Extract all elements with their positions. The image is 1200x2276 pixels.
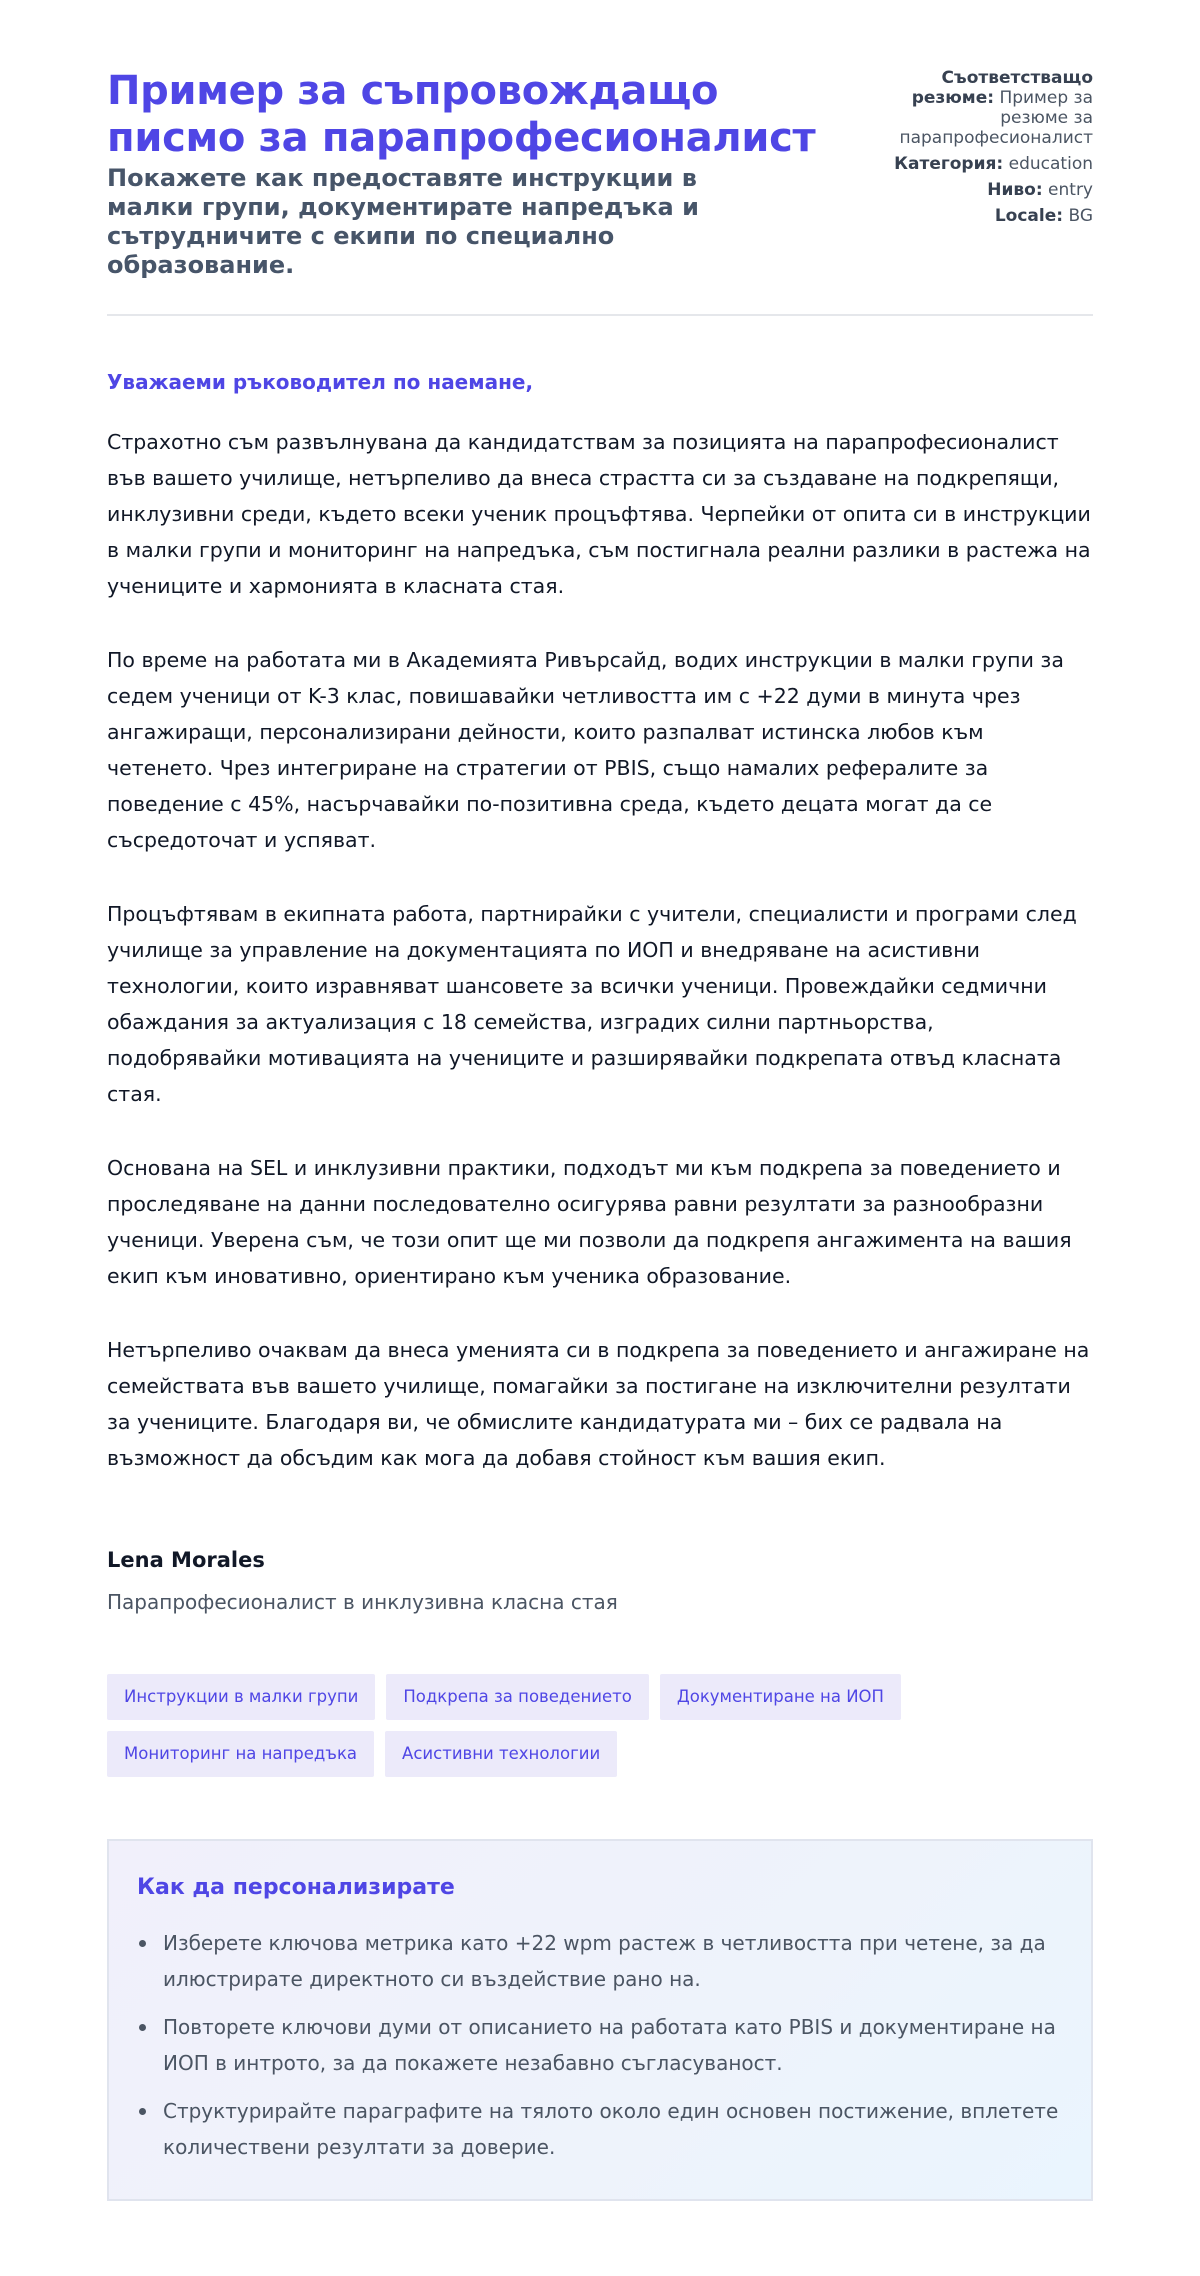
meta-level <box>863 180 1093 200</box>
tip-item <box>137 2093 1063 2165</box>
bullet-icon <box>139 2024 146 2031</box>
page-title: Пример за съпровождащо писмо за парапрофесионалист <box>107 68 816 161</box>
skill-tag: Подкрепа за поведението <box>386 1674 648 1720</box>
signature <box>107 1546 1093 1616</box>
letter-paragraph: По време на работата ми в Академията Ривърсайд, водих инструкции в малки групи за седем ученици от K-3 клас, повишавайки четливостта им с +22 думи в минута чрез ангажиращи, персонализирани дейности, които разпалват истинска любов към четенето. Чрез интегриране на стратегии от PBIS, също намалих рефералите за поведение с 45%, насърчавайки по-позитивна среда, където децата могат да се съсредоточат и успяват. <box>107 648 1064 852</box>
meta-value: Пример за резюме за парапрофесионалист <box>899 88 1093 148</box>
tip-text: Структурирайте параграфите на тялото около един основен постижение, вплетете количествени резултати за доверие. <box>163 2099 1059 2159</box>
meta-locale <box>863 206 1093 226</box>
meta-value: entry <box>1048 180 1093 200</box>
signature-name: Lena Morales <box>107 1548 265 1572</box>
header-titles <box>107 68 827 280</box>
meta-label: Locale: <box>994 206 1064 226</box>
letter-greeting: Уважаеми ръководител по наемане, <box>107 370 534 394</box>
meta-label: Съответстващо резюме: <box>911 68 1093 108</box>
tip-text: Изберете ключова метрика като +22 wpm растеж в четливостта при четене, за да илюстрирате директното си въздействие рано на. <box>163 1931 1046 1991</box>
tips-title: Как да персонализирате <box>137 1875 455 1900</box>
tip-text: Повторете ключови думи от описанието на работата като PBIS и документиране на ИОП в интрото, за да покажете незабавно съгласуваност. <box>163 2015 1056 2075</box>
meta-panel <box>863 68 1093 232</box>
meta-category <box>863 154 1093 174</box>
tip-item <box>137 2009 1063 2081</box>
skill-tag: Инструкции в малки групи <box>107 1674 375 1720</box>
bullet-icon <box>139 2108 146 2115</box>
skill-tag: Мониторинг на напредъка <box>107 1731 374 1777</box>
bullet-icon <box>139 1940 146 1947</box>
meta-label: Категория: <box>894 154 1004 174</box>
meta-label: Ниво: <box>987 180 1043 200</box>
letter-paragraph: Процъфтявам в екипната работа, партнирайки с учители, специалисти и програми след училище за управление на документацията по ИОП и внедряване на асистивни технологии, които изравняват шансовете за всички ученици. Провеждайки седмични обаждания за актуализация с 18 семейства, изградих силни партньорства, подобрявайки мотивацията на учениците и разширявайки подкрепата отвъд класната стая. <box>107 902 1077 1106</box>
skill-tag: Асистивни технологии <box>385 1731 617 1777</box>
skill-tag: Документиране на ИОП <box>660 1674 901 1720</box>
meta-matching-resume <box>863 68 1093 148</box>
signature-role: Парапрофесионалист в инклузивна класна стая <box>107 1590 618 1614</box>
letter-paragraph: Страхотно съм развълнувана да кандидатствам за позицията на парапрофесионалист във вашето училище, нетърпеливо да внеса страстта си за създаване на подкрепящи, инклузивни среди, където всеки ученик процъфтява. Черпейки от опита си в инструкции в малки групи и мониторинг на напредъка, съм постигнала реални разлики в растежа на учениците и хармонията в класната стая. <box>107 430 1091 598</box>
letter-paragraph: Основана на SEL и инклузивни практики, подходът ми към подкрепа за поведението и проследяване на данни последователно осигурява равни резултати за разнообразни ученици. Уверена съм, че този опит ще ми позволи да подкрепя ангажимента на вашия екип към иновативно, ориентирано към ученика образование. <box>107 1156 1072 1288</box>
letter-body <box>107 424 1093 1476</box>
letter-paragraph: Нетърпеливо очаквам да внеса уменията си в подкрепа за поведението и ангажиране на семействата във вашето училище, помагайки за постигане на изключителни резултати за учениците. Благодаря ви, че обмислите кандидатурата ми – бих се радвала на възможност да обсъдим как мога да добавя стойност към вашия екип. <box>107 1338 1090 1470</box>
page-header <box>107 68 1093 316</box>
customization-tips <box>107 1839 1093 2201</box>
meta-value: BG <box>1068 206 1093 226</box>
page-subtitle: Покажете как предоставяте инструкции в малки групи, документирате напредъка и сътрудничите с екипи по специално образование. <box>107 164 699 279</box>
tip-item <box>137 1925 1063 1997</box>
meta-value: education <box>1008 154 1093 174</box>
tips-list <box>137 1925 1063 2165</box>
skill-tags <box>107 1674 927 1777</box>
